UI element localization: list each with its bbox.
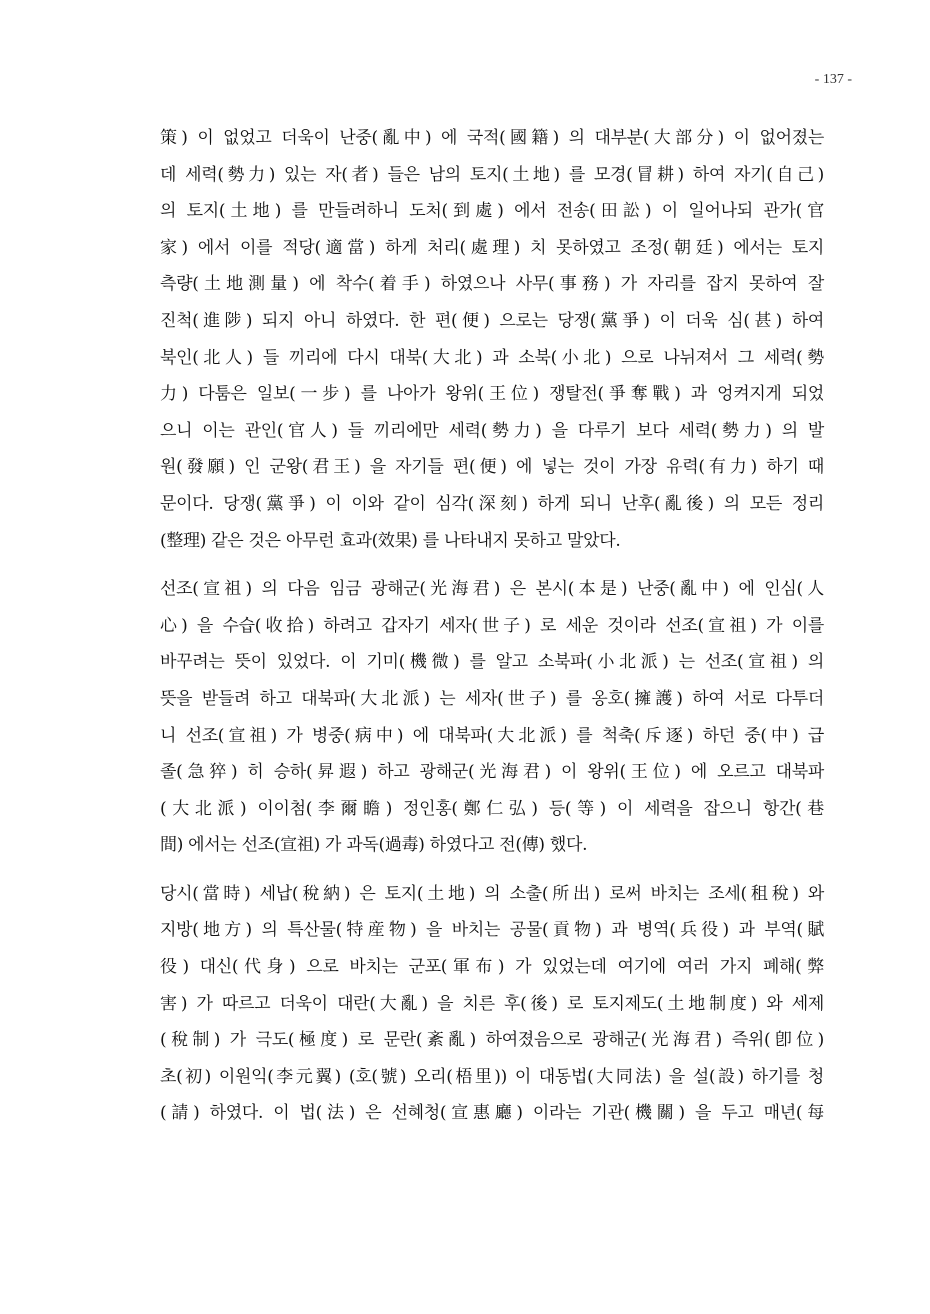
paragraph-3 xyxy=(160,876,824,1132)
text-line: (大北派) 이이첨(李爾瞻) 정인홍(鄭仁弘) 등(等) 이 세력을 잡으니 항간(巷 xyxy=(160,798,824,819)
text-line: 지방(地方) 의 특산물(特産物) 을 바치는 공물(貢物) 과 병역(兵役) 과 부역(賦 xyxy=(160,920,824,941)
document-body xyxy=(160,120,824,1136)
text-line: 니 선조(宣祖) 가 병중(病中) 에 대북파(大北派) 를 척축(斥逐) 하던 중(中) 급 xyxy=(160,725,824,746)
text-line: (稅制) 가 극도(極度) 로 문란(紊亂) 하여졌음으로 광해군(光海君) 즉위(卽位) xyxy=(160,1030,824,1051)
text-line: 의 토지(土地) 를 만들려하니 도처(到處) 에서 전송(田訟) 이 일어나되 관가(官 xyxy=(160,201,824,222)
text-line: 측량(土地測量) 에 착수(着手) 하였으나 사무(事務) 가 자리를 잡지 못하여 잘 xyxy=(160,274,824,295)
text-line: 진척(進陟) 되지 아니 하였다. 한 편(便) 으로는 당쟁(黨爭) 이 더욱 심(甚) 하여 xyxy=(160,310,824,331)
text-line: 害) 가 따르고 더욱이 대란(大亂) 을 치른 후(後) 로 토지제도(土地制度) 와 세제 xyxy=(160,993,824,1014)
text-line: 家) 에서 이를 적당(適當) 하게 처리(處理) 치 못하였고 조정(朝廷) 에서는 토지 xyxy=(160,237,824,258)
text-line: 心) 을 수습(收拾) 하려고 갑자기 세자(世子) 로 세운 것이라 선조(宣祖) 가 이를 xyxy=(160,615,824,636)
text-line: 문이다. 당쟁(黨爭) 이 이와 같이 심각(深刻) 하게 되니 난후(亂後) 의 모든 정리 xyxy=(160,493,824,514)
text-line: 선조(宣祖) 의 다음 임금 광해군(光海君) 은 본시(本是) 난중(亂中) 에 인심(人 xyxy=(160,579,824,600)
text-line: 당시(當時) 세납(稅納) 은 토지(土地) 의 소출(所出) 로써 바치는 조세(租稅) 와 xyxy=(160,883,824,904)
text-line: (整理) 같은 것은 아무런 효과(效果) 를 나타내지 못하고 말았다. xyxy=(160,530,621,551)
text-line: 북인(北人) 들 끼리에 다시 대북(大北) 과 소북(小北) 으로 나뉘져서 그 세력(勢 xyxy=(160,347,824,368)
text-line: 바꾸려는 뜻이 있었다. 이 기미(機微) 를 알고 소북파(小北派) 는 선조(宣祖) 의 xyxy=(160,652,824,673)
text-line: 間) 에서는 선조(宣祖) 가 과독(過毒) 하였다고 전(傳) 했다. xyxy=(160,835,588,856)
text-line: 뜻을 받들려 하고 대북파(大北派) 는 세자(世子) 를 옹호(擁護) 하여 서로 다투더 xyxy=(160,688,824,709)
text-line: 데 세력(勢力) 있는 자(者) 들은 남의 토지(土地) 를 모경(冒耕) 하여 자기(自己) xyxy=(160,164,824,185)
text-line: 策) 이 없었고 더욱이 난중(亂中) 에 국적(國籍) 의 대부분(大部分) 이 없어졌는 xyxy=(160,128,824,148)
text-line: 役) 대신(代身) 으로 바치는 군포(軍布) 가 있었는데 여기에 여러 가지 폐해(弊 xyxy=(160,957,824,978)
text-line: 力) 다툼은 일보(一步) 를 나아가 왕위(王位) 쟁탈전(爭奪戰) 과 엉켜지게 되었 xyxy=(160,384,824,405)
text-line: 초(初) 이원익(李元翼) (호(號) 오리(梧里)) 이 대동법(大同法) 을 설(設) 하기를 청 xyxy=(160,1066,824,1087)
text-line: 원(發願) 인 군왕(君王) 을 자기들 편(便) 에 넣는 것이 가장 유력(有力) 하기 때 xyxy=(160,457,824,478)
text-line: (請) 하였다. 이 법(法) 은 선혜청(宣惠廳) 이라는 기관(機關) 을 두고 매년(每 xyxy=(160,1103,824,1124)
page-number: - 137 - xyxy=(814,72,852,87)
paragraph-1 xyxy=(160,120,824,559)
paragraph-2 xyxy=(160,571,824,864)
text-line: 졸(急猝) 히 승하(昇遐) 하고 광해군(光海君) 이 왕위(王位) 에 오르고 대북파 xyxy=(160,762,824,783)
text-line: 으니 이는 관인(官人) 들 끼리에만 세력(勢力) 을 다루기 보다 세력(勢力) 의 발 xyxy=(160,420,824,441)
